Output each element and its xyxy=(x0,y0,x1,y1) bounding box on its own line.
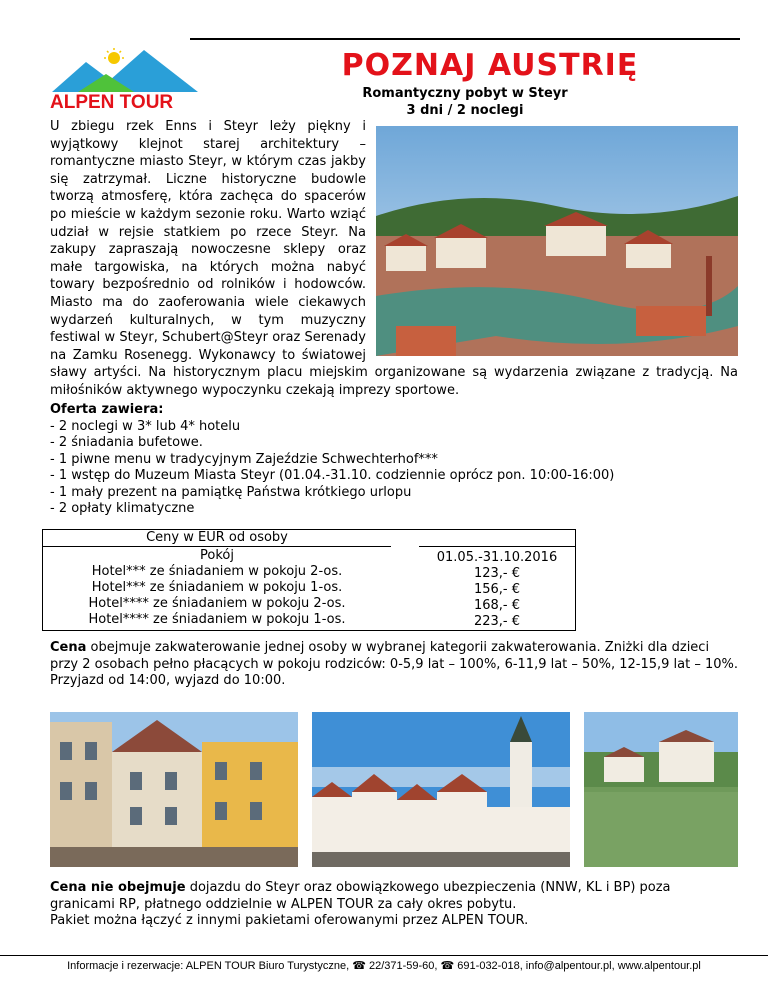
price-note xyxy=(50,640,738,690)
page-title: POZNAJ AUSTRIĘ xyxy=(341,48,639,83)
price-row-room: Hotel**** ze śniadaniem w pokoju 2-os. xyxy=(88,596,346,611)
arrival-departure-times: Przyjazd od 14:00, wyjazd do 10:00. xyxy=(50,673,286,688)
header-rule xyxy=(190,38,740,40)
price-table-period-header: 01.05.-31.10.2016 xyxy=(436,550,558,565)
footer-rule xyxy=(0,955,768,956)
price-note-label: Cena xyxy=(50,640,87,655)
logo-text: ALPEN TOUR xyxy=(50,92,174,112)
steyr-panorama-photo xyxy=(376,126,738,356)
riverside-castle-photo xyxy=(584,712,738,867)
footer-phone-1: 22/371-59-60, xyxy=(365,960,441,972)
intro-text: U zbiegu rzek Enns i Steyr leży piękny i wyjątkowy klejnot starej architektury – romantyczne miasto Steyr, w którym czas jakby się zatrzymał. Liczne historyczne budowle tworzą atmosferę, która zachęca do spacerów po mieście w każdym sezonie roku. Warto wziąć udział w rejsie statkiem po rzece Steyr. Na zakupy zapraszają nowoczesne sklepy oraz małe targowiska, na których można nabyć towary bezpośrednio od rolników i hodowców. Miasto ma do zaoferowania wiele ciekawych wydarzeń kulturalnych, w tym muzyczny festiwal w Steyr, Schubert@Steyr oraz Serenady na Zamku Rosenegg. Wykonawcy to światowej sławy artyści. Na historycznym placu miejskim organizowane są wydarzenia związane z tradycją. Na miłośników aktywnego wypoczynku czekają imprezy sportowe. xyxy=(50,119,738,398)
price-row-room: Hotel**** ze śniadaniem w pokoju 1-os. xyxy=(88,612,346,627)
not-included-text: dojazdu do Steyr oraz obowiązkowego ubezpieczenia (NNW, KL i BP) poza granicami RP, płatnego oddzielnie w ALPEN TOUR za cały okres pobytu. xyxy=(50,880,671,912)
mountain-icon xyxy=(52,50,198,92)
price-note-text: obejmuje zakwaterowanie jednej osoby w wybranej kategorii zakwaterowania. Zniżki dla dzieci przy 2 osobach pełno płacących w pokoju rodziców: 0-5,9 lat – 100%, 6-11,9 lat – 50%, 12-15,9 lat – 10%. xyxy=(50,640,738,672)
subtitle-line-2: 3 dni / 2 noclegi xyxy=(406,103,524,118)
not-included-paragraph xyxy=(50,880,738,913)
footer-phone-2: 691-032-018, info@alpentour.pl, www.alpentour.pl xyxy=(454,960,701,972)
town-square-photo xyxy=(50,712,298,867)
price-row-value: 223,- € xyxy=(473,614,521,629)
offer-item: - 1 mały prezent na pamiątkę Państwa krótkiego urlopu xyxy=(50,484,412,500)
price-table-room-header: Pokój xyxy=(200,548,234,563)
table-divider xyxy=(419,546,575,547)
price-row-value: 156,- € xyxy=(473,582,521,597)
town-hall-photo xyxy=(312,712,570,867)
phone-icon: ☎ xyxy=(440,960,455,972)
price-row-value: 123,- € xyxy=(473,566,521,581)
footer-prefix: Informacje i rezerwacje: ALPEN TOUR Biuro Turystyczne, xyxy=(67,960,353,972)
table-divider xyxy=(43,546,391,547)
price-table-heading: Ceny w EUR od osoby xyxy=(146,530,288,545)
offer-section xyxy=(50,402,738,518)
price-row-room: Hotel*** ze śniadaniem w pokoju 2-os. xyxy=(91,564,343,579)
price-row-value: 168,- € xyxy=(473,598,521,613)
price-table xyxy=(42,529,576,631)
offer-item: - 2 śniadania bufetowe. xyxy=(50,435,203,450)
footer xyxy=(0,959,768,972)
not-included-section xyxy=(50,880,738,930)
not-included-label: Cena nie obejmuje xyxy=(50,880,186,895)
offer-item: - 1 piwne menu w tradycyjnym Zajeździe Schwechterhof*** xyxy=(50,451,438,467)
offer-item: - 1 wstęp do Muzeum Miasta Steyr (01.04.-31.10. codziennie oprócz pon. 10:00-16:00) xyxy=(50,468,615,483)
price-table-room-column xyxy=(43,530,391,628)
sun-icon xyxy=(108,52,120,64)
photo-gallery xyxy=(50,712,738,867)
price-note-paragraph xyxy=(50,640,738,673)
offer-item: - 2 noclegi w 3* lub 4* hotelu xyxy=(50,418,241,434)
package-combine-note: Pakiet można łączyć z innymi pakietami oferowanymi przez ALPEN TOUR. xyxy=(50,913,529,928)
offer-item: - 2 opłaty klimatyczne xyxy=(50,501,195,516)
intro-section xyxy=(50,118,738,400)
price-row-room: Hotel*** ze śniadaniem w pokoju 1-os. xyxy=(91,580,343,595)
alpen-tour-logo xyxy=(48,48,208,112)
offer-title: Oferta zawiera: xyxy=(50,402,164,417)
phone-icon: ☎ xyxy=(352,960,366,972)
price-table-price-column xyxy=(419,548,575,630)
subtitle xyxy=(300,85,630,119)
subtitle-line-1: Romantyczny pobyt w Steyr xyxy=(362,86,568,101)
